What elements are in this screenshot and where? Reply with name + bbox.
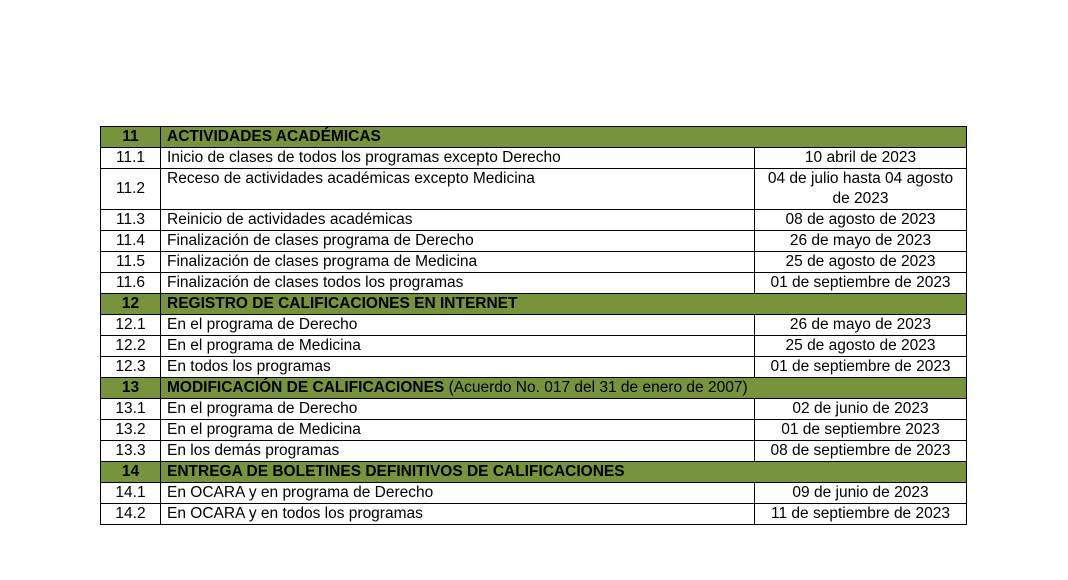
activity-date: 08 de agosto de 2023: [755, 210, 967, 231]
table-row: [101, 148, 967, 169]
section-title-cell: [161, 294, 967, 315]
activity-description: Finalización de clases todos los programas: [161, 273, 755, 294]
row-number: 12.1: [101, 315, 161, 336]
table-row: [101, 441, 967, 462]
section-title-cell: [161, 462, 967, 483]
activity-description: Reinicio de actividades académicas: [161, 210, 755, 231]
table-row: [101, 336, 967, 357]
row-number: 12.3: [101, 357, 161, 378]
activity-date: 01 de septiembre de 2023: [755, 357, 967, 378]
row-number: 11.4: [101, 231, 161, 252]
activity-date: 11 de septiembre de 2023: [755, 504, 967, 525]
row-number: 11.6: [101, 273, 161, 294]
table-row: [101, 504, 967, 525]
row-number: 14.2: [101, 504, 161, 525]
row-number: 11.2: [101, 169, 161, 210]
section-number: 11: [101, 127, 161, 148]
section-header-row: [101, 378, 967, 399]
table-row: [101, 357, 967, 378]
section-number: 13: [101, 378, 161, 399]
section-header-row: [101, 127, 967, 148]
activity-description: En el programa de Medicina: [161, 420, 755, 441]
academic-calendar-body: [101, 127, 967, 525]
activity-date: 25 de agosto de 2023: [755, 336, 967, 357]
section-title-cell: [161, 127, 967, 148]
row-number: 11.1: [101, 148, 161, 169]
table-row: [101, 210, 967, 231]
table-row: [101, 315, 967, 336]
row-number: 13.1: [101, 399, 161, 420]
activity-description: Inicio de clases de todos los programas excepto Derecho: [161, 148, 755, 169]
activity-description: En el programa de Derecho: [161, 399, 755, 420]
row-number: 13.2: [101, 420, 161, 441]
section-number: 14: [101, 462, 161, 483]
activity-description: En OCARA y en programa de Derecho: [161, 483, 755, 504]
activity-date: 26 de mayo de 2023: [755, 231, 967, 252]
activity-description: En OCARA y en todos los programas: [161, 504, 755, 525]
section-note: (Acuerdo No. 017 del 31 de enero de 2007): [448, 379, 748, 396]
row-number: 14.1: [101, 483, 161, 504]
row-number: 11.3: [101, 210, 161, 231]
activity-description: Finalización de clases programa de Medicina: [161, 252, 755, 273]
row-number: 13.3: [101, 441, 161, 462]
table-row: [101, 273, 967, 294]
table-row: [101, 399, 967, 420]
activity-date: 02 de junio de 2023: [755, 399, 967, 420]
row-number: 12.2: [101, 336, 161, 357]
activity-date: 26 de mayo de 2023: [755, 315, 967, 336]
activity-date: 09 de junio de 2023: [755, 483, 967, 504]
section-header-row: [101, 294, 967, 315]
activity-date: 10 abril de 2023: [755, 148, 967, 169]
section-title: ENTREGA DE BOLETINES DEFINITIVOS DE CALIFICACIONES: [167, 463, 625, 480]
activity-date: 25 de agosto de 2023: [755, 252, 967, 273]
academic-calendar-table: [100, 126, 967, 525]
row-number: 11.5: [101, 252, 161, 273]
section-title: MODIFICACIÓN DE CALIFICACIONES: [167, 379, 445, 396]
activity-description: En el programa de Medicina: [161, 336, 755, 357]
section-title: REGISTRO DE CALIFICACIONES EN INTERNET: [167, 295, 518, 312]
table-row: [101, 252, 967, 273]
table-row: [101, 420, 967, 441]
section-header-row: [101, 462, 967, 483]
section-title-cell: [161, 378, 967, 399]
activity-date: 08 de septiembre de 2023: [755, 441, 967, 462]
activity-description: Finalización de clases programa de Derecho: [161, 231, 755, 252]
activity-description: En el programa de Derecho: [161, 315, 755, 336]
activity-description: En todos los programas: [161, 357, 755, 378]
activity-date: 01 de septiembre de 2023: [755, 273, 967, 294]
activity-description: Receso de actividades académicas excepto Medicina: [161, 169, 755, 210]
table-row: [101, 483, 967, 504]
activity-description: En los demás programas: [161, 441, 755, 462]
table-row: [101, 169, 967, 210]
activity-date: 04 de julio hasta 04 agosto de 2023: [755, 169, 967, 210]
section-title: ACTIVIDADES ACADÉMICAS: [167, 128, 381, 145]
table-row: [101, 231, 967, 252]
activity-date: 01 de septiembre 2023: [755, 420, 967, 441]
section-number: 12: [101, 294, 161, 315]
